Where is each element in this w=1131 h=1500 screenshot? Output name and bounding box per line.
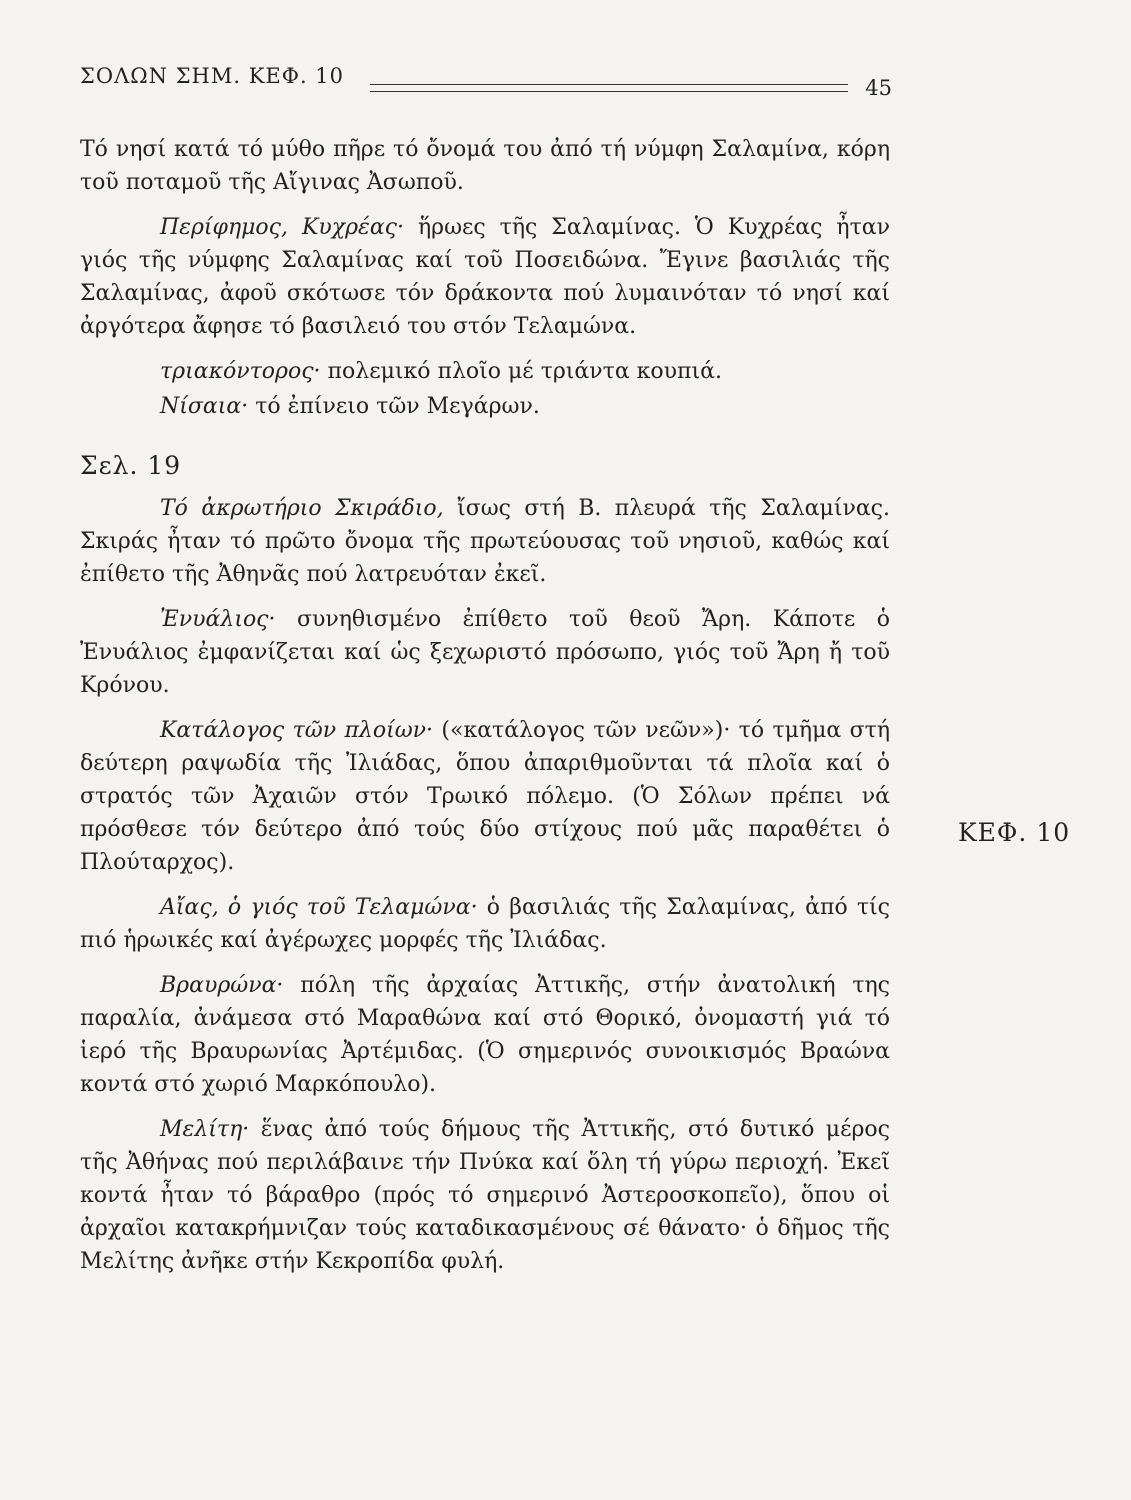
note-term: Βραυρώνα· [160, 973, 284, 998]
note-text: τό ἐπίνειο τῶν Μεγάρων. [248, 394, 540, 419]
note-term: Τό ἀκρωτήριο Σκιράδιο, [160, 496, 444, 521]
running-head: ΣΟΛΩΝ ΣΗΜ. ΚΕΦ. 10 [80, 64, 345, 88]
note-skiradio [80, 492, 890, 591]
note-text: ἥρωες τῆς Σαλαμίνας. Ὁ Κυχρέας ἦταν γιός τῆς νύμφης Σαλαμίνας καί τοῦ Ποσειδώνα. Ἔγινε βασιλιάς τῆς Σαλαμίνας, ἀφοῦ σκότωσε τόν δράκοντα πού λυμαινόταν τό νησί καί ἀργότερα ἄφησε τό βασιλειό του στόν Τελαμώνα. [80, 215, 890, 339]
note-text: ἕνας ἀπό τούς δήμους τῆς Ἀττικῆς, στό δυτικό μέρος τῆς Ἀθήνας πού περιλάβαινε τήν Πνύκα καί ὅλη τή γύρω περιοχή. Ἐκεῖ κοντά ἦταν τό βάραθρο (πρός τό σημερινό Ἀστεροσκοπεῖο), ὅπου οἱ ἀρχαῖοι κατακρήμνιζαν τούς καταδικασμένους σέ θάνατο· ὁ δῆμος τῆς Μελίτης ἀνῆκε στήν Κεκροπίδα φυλή. [80, 1117, 890, 1274]
note-meliti [80, 1113, 890, 1278]
note-katalogos [80, 714, 890, 879]
note-nisaia [80, 390, 890, 423]
note-text: συνηθισμένο ἐπίθετο τοῦ θεοῦ Ἄρη. Κάποτε ὁ Ἐνυάλιος ἐμφανίζεται καί ὡς ξεχωριστό πρόσωπο, γιός τοῦ Ἄρη ἤ τοῦ Κρόνου. [80, 607, 890, 698]
paragraph-salamina: Τό νησί κατά τό μύθο πῆρε τό ὄνομά του ἀπό τή νύμφη Σαλαμίνα, κόρη τοῦ ποταμοῦ τῆς Αἴγινας Ἀσωποῦ. [80, 137, 890, 195]
note-term: Νίσαια· [160, 394, 249, 419]
header-double-rule [370, 84, 848, 92]
page-header [80, 62, 902, 102]
note-text: ἴσως στή Β. πλευρά τῆς Σαλαμίνας. Σκιράς ἦταν τό πρῶτο ὄνομα τῆς πρωτεύουσας τοῦ νησιοῦ, καθώς καί ἐπίθετο τῆς Ἀθηνᾶς πού λατρευόταν ἐκεῖ. [80, 496, 890, 587]
note-term: τριακόντορος· [160, 359, 321, 384]
note-triakontoros [80, 355, 890, 388]
note-aias [80, 891, 890, 957]
note-term: Αἴας, ὁ γιός τοῦ Τελαμώνα· [160, 895, 478, 920]
note-term: Ἐνυάλιος· [160, 607, 276, 632]
margin-chapter-note: ΚΕΦ. 10 [958, 818, 1071, 847]
note-text: πολεμικό πλοῖο μέ τριάντα κουπιά. [320, 359, 722, 384]
note-term: Περίφημος, Κυχρέας· [160, 215, 404, 240]
note-enyalios [80, 603, 890, 702]
note-term: Μελίτη· [160, 1117, 250, 1142]
note-term: Κατάλογος τῶν πλοίων· [160, 718, 434, 743]
note-text: πόλη τῆς ἀρχαίας Ἀττικῆς, στήν ἀνατολική της παραλία, ἀνάμεσα στό Μαραθώνα καί στό Θορικό, ὀνομαστή γιά τό ἱερό τῆς Βραυρωνίας Ἀρτέμιδας. (Ὁ σημερινός συνοικισμός Βραώνα κοντά στό χωριό Μαρκόπουλο). [80, 973, 890, 1097]
note-text: ὁ βασιλιάς τῆς Σαλαμίνας, ἀπό τίς πιό ἡρωικές καί ἀγέρωχες μορφές τῆς Ἰλιάδας. [80, 895, 891, 953]
note-text: («κατάλογος τῶν νεῶν»)· τό τμῆμα στή δεύτερη ραψωδία τῆς Ἰλιάδας, ὅπου ἀπαριθμοῦνται τά πλοῖα καί ὁ στρατός τῶν Ἀχαιῶν στόν Τρωικό πόλεμο. (Ὁ Σόλων πρέπει νά πρόσθεσε τόν δεύτερο ἀπό τούς δύο στίχους πού μᾶς παραθέτει ὁ Πλούταρχος). [80, 718, 891, 875]
note-vravrona [80, 969, 890, 1101]
page-number: 45 [865, 76, 892, 100]
note-kychreas [80, 211, 890, 343]
notes-body [80, 133, 890, 1290]
section-label: Σελ. 19 [80, 451, 182, 480]
